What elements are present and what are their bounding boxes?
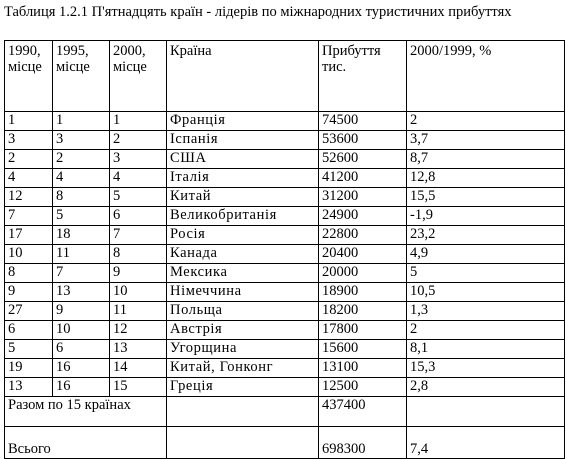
rank-2000-cell: 8 — [110, 245, 167, 264]
table-row — [5, 131, 565, 150]
rank-1990-cell: 9 — [5, 283, 53, 302]
country-cell: Греція — [167, 378, 319, 397]
arrivals-cell: 20400 — [319, 245, 407, 264]
rank-1995-cell: 3 — [53, 131, 110, 150]
header-rank-1990: 1990, місце — [5, 41, 53, 112]
change-cell: 1,3 — [407, 302, 565, 321]
country-cell: Великобританія — [167, 207, 319, 226]
rank-1990-cell: 5 — [5, 340, 53, 359]
arrivals-cell: 74500 — [319, 112, 407, 131]
arrivals-cell: 52600 — [319, 150, 407, 169]
table-row — [5, 321, 565, 340]
rank-1995-cell: 5 — [53, 207, 110, 226]
rank-2000-cell: 1 — [110, 112, 167, 131]
change-cell: 5 — [407, 264, 565, 283]
rank-2000-cell: 3 — [110, 150, 167, 169]
header-arrivals: Прибуття тис. — [319, 41, 407, 112]
rank-1990-cell: 8 — [5, 264, 53, 283]
header-rank-2000: 2000, місце — [110, 41, 167, 112]
header-change: 2000/1999, % — [407, 41, 565, 112]
arrivals-cell: 17800 — [319, 321, 407, 340]
change-cell: 8,7 — [407, 150, 565, 169]
country-cell: Угорщина — [167, 340, 319, 359]
rank-1995-cell: 18 — [53, 226, 110, 245]
table-row — [5, 302, 565, 321]
table-row — [5, 378, 565, 397]
table-row — [5, 150, 565, 169]
rank-1995-cell: 16 — [53, 378, 110, 397]
header-rank-1995: 1995, місце — [53, 41, 110, 112]
total-change-cell: 7,4 — [407, 427, 565, 459]
arrivals-cell: 22800 — [319, 226, 407, 245]
country-cell: Китай, Гонконг — [167, 359, 319, 378]
arrivals-cell: 53600 — [319, 131, 407, 150]
table-row — [5, 207, 565, 226]
rank-1995-cell: 1 — [53, 112, 110, 131]
arrivals-cell: 18200 — [319, 302, 407, 321]
change-cell: 4,9 — [407, 245, 565, 264]
country-cell: Китай — [167, 188, 319, 207]
arrivals-cell: 18900 — [319, 283, 407, 302]
rank-2000-cell: 6 — [110, 207, 167, 226]
tourism-leaders-table — [4, 40, 565, 459]
rank-1995-cell: 16 — [53, 359, 110, 378]
total-change-cell — [407, 397, 565, 427]
country-cell: Австрія — [167, 321, 319, 340]
rank-1990-cell: 13 — [5, 378, 53, 397]
country-cell: Іспанія — [167, 131, 319, 150]
grand-total-row — [5, 427, 565, 459]
change-cell: 2,8 — [407, 378, 565, 397]
change-cell: 10,5 — [407, 283, 565, 302]
rank-2000-cell: 9 — [110, 264, 167, 283]
rank-1990-cell: 7 — [5, 207, 53, 226]
arrivals-cell: 12500 — [319, 378, 407, 397]
arrivals-cell: 15600 — [319, 340, 407, 359]
rank-1990-cell: 3 — [5, 131, 53, 150]
table-row — [5, 340, 565, 359]
rank-1995-cell: 13 — [53, 283, 110, 302]
rank-2000-cell: 14 — [110, 359, 167, 378]
arrivals-cell: 20000 — [319, 264, 407, 283]
total-label: Всього — [5, 427, 167, 459]
rank-1990-cell: 17 — [5, 226, 53, 245]
total-arrivals-cell: 437400 — [319, 397, 407, 427]
country-cell: Росія — [167, 226, 319, 245]
rank-1995-cell: 2 — [53, 150, 110, 169]
rank-2000-cell: 11 — [110, 302, 167, 321]
rank-1995-cell: 4 — [53, 169, 110, 188]
table-caption: Таблиця 1.2.1 П'ятнадцять країн - лідерів по міжнародних туристичних прибуттях — [4, 4, 512, 20]
change-cell: -1,9 — [407, 207, 565, 226]
arrivals-cell: 24900 — [319, 207, 407, 226]
table-row — [5, 169, 565, 188]
table-row — [5, 359, 565, 378]
change-cell: 23,2 — [407, 226, 565, 245]
change-cell: 2 — [407, 321, 565, 340]
arrivals-cell: 31200 — [319, 188, 407, 207]
rank-1995-cell: 6 — [53, 340, 110, 359]
change-cell: 2 — [407, 112, 565, 131]
rank-1990-cell: 27 — [5, 302, 53, 321]
country-cell: Франція — [167, 112, 319, 131]
total-empty-cell — [167, 427, 319, 459]
table-row — [5, 264, 565, 283]
rank-2000-cell: 7 — [110, 226, 167, 245]
country-cell: Мексика — [167, 264, 319, 283]
country-cell: Німеччина — [167, 283, 319, 302]
rank-1990-cell: 10 — [5, 245, 53, 264]
country-cell: Італія — [167, 169, 319, 188]
rank-1990-cell: 4 — [5, 169, 53, 188]
table-row — [5, 188, 565, 207]
table-row — [5, 226, 565, 245]
total-empty-cell — [167, 397, 319, 427]
header-country: Країна — [167, 41, 319, 112]
change-cell: 3,7 — [407, 131, 565, 150]
rank-1995-cell: 10 — [53, 321, 110, 340]
total-arrivals-cell: 698300 — [319, 427, 407, 459]
total-15-row — [5, 397, 565, 427]
rank-2000-cell: 10 — [110, 283, 167, 302]
total-label: Разом по 15 країнах — [5, 397, 167, 427]
rank-1995-cell: 7 — [53, 264, 110, 283]
rank-1995-cell: 11 — [53, 245, 110, 264]
rank-2000-cell: 13 — [110, 340, 167, 359]
rank-1990-cell: 1 — [5, 112, 53, 131]
country-cell: США — [167, 150, 319, 169]
country-cell: Канада — [167, 245, 319, 264]
change-cell: 12,8 — [407, 169, 565, 188]
change-cell: 15,5 — [407, 188, 565, 207]
rank-1990-cell: 12 — [5, 188, 53, 207]
change-cell: 15,3 — [407, 359, 565, 378]
rank-1990-cell: 6 — [5, 321, 53, 340]
rank-2000-cell: 12 — [110, 321, 167, 340]
table-header-row — [5, 41, 565, 112]
table-row — [5, 283, 565, 302]
rank-1990-cell: 2 — [5, 150, 53, 169]
country-cell: Польща — [167, 302, 319, 321]
arrivals-cell: 41200 — [319, 169, 407, 188]
rank-1995-cell: 8 — [53, 188, 110, 207]
table-row — [5, 245, 565, 264]
rank-2000-cell: 4 — [110, 169, 167, 188]
rank-2000-cell: 15 — [110, 378, 167, 397]
change-cell: 8,1 — [407, 340, 565, 359]
rank-1990-cell: 19 — [5, 359, 53, 378]
arrivals-cell: 13100 — [319, 359, 407, 378]
rank-2000-cell: 5 — [110, 188, 167, 207]
table-row — [5, 112, 565, 131]
rank-1995-cell: 9 — [53, 302, 110, 321]
rank-2000-cell: 2 — [110, 131, 167, 150]
